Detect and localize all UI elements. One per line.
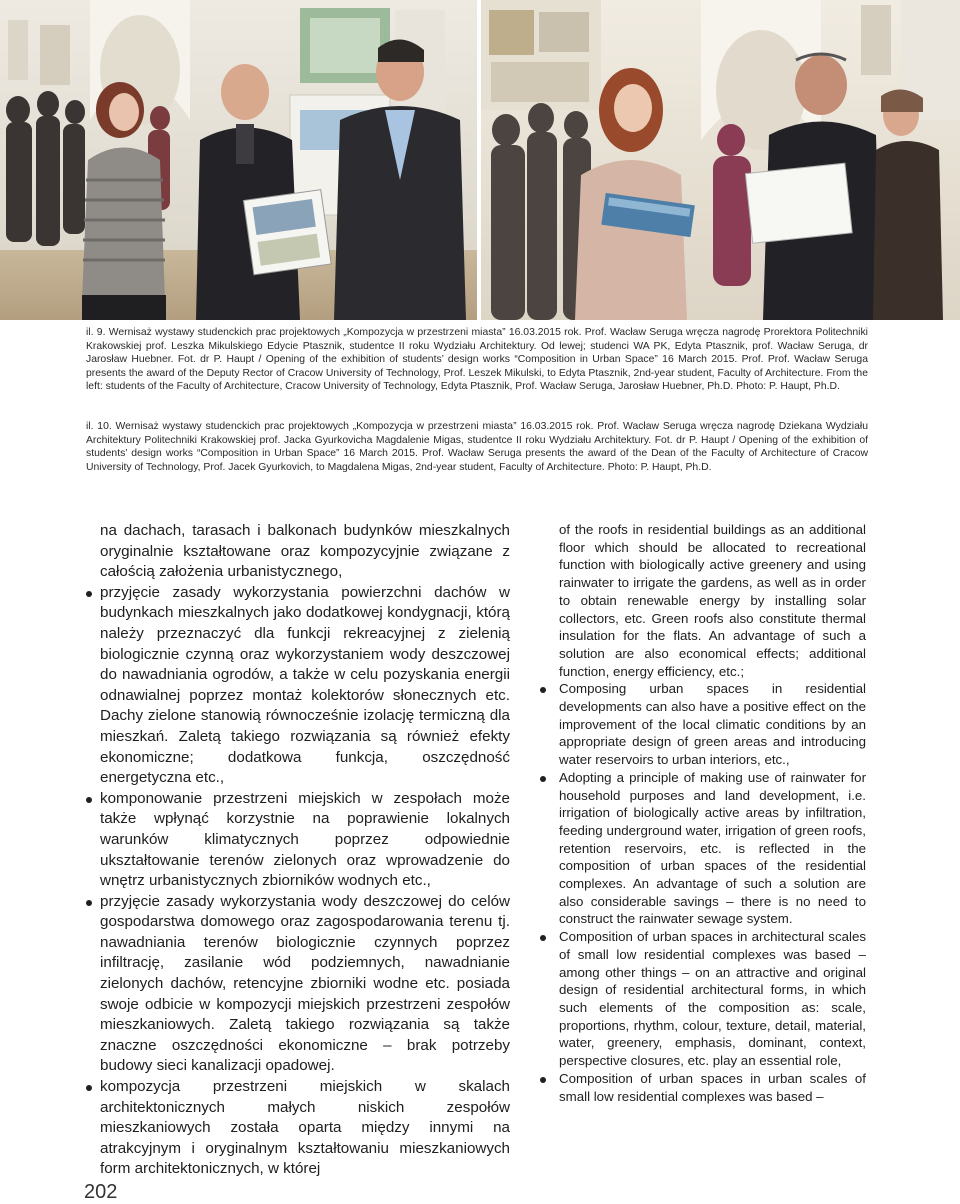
figure-photos [0, 0, 960, 320]
list-item: Composition of urban spaces in urban scales of small low residential complexes was based – [538, 1070, 866, 1105]
text-column-polish [86, 521, 510, 1180]
text-column-english [538, 521, 866, 1105]
list-item: przyjęcie zasady wykorzystania wody deszczowej do celów gospodarstwa domowego oraz zagospodarowania terenu tj. nawadniania terenów biologicznie czynnych poprzez infiltrację, zasilanie wód podziemnych, nawadnianie zielonych dachów, retencyjne zbiorniki wodne etc. posiada swoje odbicie w kompozycji miejskich przestrzeni zespołów mieszkaniowych. Zaletą takiego rozwiązania są także znaczne oszczędności ekonomiczne – brak potrzeby budowy sieci kanalizacji opadowej. [86, 892, 510, 1077]
list-item: Adopting a principle of making use of rainwater for household purposes and land development, i.e. irrigation of biologically active areas by infiltration, feeding underground water, irrigation of green roofs, retention reservoirs, etc. is reflected in the composition of urban spaces of the residential complexes. An advantage of such a solution are also considerable savings – there is no need to construct the rainwater sewage system. [538, 769, 866, 928]
list-item: komponowanie przestrzeni miejskich w zespołach może także wpłynąć korzystnie na poprawienie lokalnych warunków klimatycznych poprzez odpowiednie ukształtowanie terenów zielonych oraz wprowadzenie do wnętrz urbanistycznych zbiorników wodnych etc., [86, 789, 510, 892]
figure-10-caption: il. 10. Wernisaż wystawy studenckich prac projektowych „Kompozycja w przestrzeni miasta” 16.03.2015 rok. Prof. Wacław Seruga wręcza nagrodę Dziekana Wydziału Architektury Politechniki Krakowskiej prof. Jacka Gyurkovicha Magdalenie Migas, studentce II roku Wydziału Architektury. Fot. dr P. Haupt / Opening of the exhibition of students’ design works “Composition in Urban Space” 16 March 2015. Prof. Wacław Seruga presents the award of the Dean of the Faculty of Architecture of Cracow University of Technology, Prof. Jacek Gyurkovich, to Magdalena Migas, 2nd-year student, Faculty of Architecture. Photo: P. Haupt, Ph.D. [86, 421, 868, 473]
list-item: przyjęcie zasady wykorzystania powierzchni dachów w budynkach mieszkalnych jako dodatkowej kondygnacji, którą należy przeznaczyć dla funkcji rekreacyjnej z zielenią biologicznie czynną oraz wykorzystaniem wody deszczowej do nawadniania ogrodów, a także w celu pozyskania energii odnawialnej poprzez montaż kolektorów słonecznych etc. Dachy zielone stanowią równocześnie izolację termiczną dla mieszkań. Zaletą takiego rozwiązania są również efekty ekonomiczne; dodatkowa funkcja, oszczędność energetyczna etc., [86, 583, 510, 789]
photo-award-ceremony-9 [0, 0, 477, 320]
figure-9-caption-en: Opening of the exhibition of students’ design works “Composition in Urban Space” 16 March 2015. Prof. Prof. Wacław Seruga presents the award of the Deputy Rector of Cracow University of Technology, Prof. Leszek Mikulski, to Edyta Ptasznik, 2nd-year student, Faculty of Architecture. From the left: students of the Faculty of Architecture, Cracow University of Technology, Edyta Ptasznik, Prof. Wacław Seruga, Jarosław Huebner, Ph.D. Photo: P. Haupt, Ph.D. [86, 354, 868, 393]
bullet-list-pl [86, 583, 510, 1180]
figure-9-caption-pl: il. 9. Wernisaż wystawy studenckich prac projektowych „Kompozycja w przestrzeni miasta” 16.03.2015 rok. Prof. Wacław Seruga wręcza nagrodę Prorektora Politechniki Krakowskiej prof. Leszka Mikulskiego Edycie Ptasznik, studentce II roku Wydziału Architektury. Od lewej; studenci WA PK, Edyta Ptasznik, prof. Wacław Seruga, dr Jarosław Huebner. Fot. dr P. Haupt / [86, 327, 868, 366]
figure-9-caption [86, 326, 868, 394]
paragraph-intro-pl: na dachach, tarasach i balkonach budynków mieszkalnych oryginalnie kształtowane oraz kompozycyjnie związane z całością założenia urbanistycznego, [100, 522, 510, 581]
page-number: 202 [84, 1181, 118, 1203]
photo-award-ceremony-10 [481, 0, 960, 320]
list-item: kompozycja przestrzeni miejskich w skalach architektonicznych małych niskich zespołów mieszkaniowych została oparta między innymi na atrakcyjnym i oryginalnym kształtowaniu mieszkaniowych form architektonicznych, w której [86, 1077, 510, 1180]
list-item: Composition of urban spaces in architectural scales of small low residential complexes was based – among other things – on an attractive and original design of residential architectural forms, in which such elements of the composition as: scale, proportions, rhythm, colour, texture, detail, material, water, greenery, emphasis, dominant, context, perspective closures, etc. play an essential role, [538, 928, 866, 1070]
paragraph-intro-en: of the roofs in residential buildings as an additional floor which should be allocated to recreational function with biologically active greenery and using rainwater to irrigate the gardens, as well as in order to obtain renewable energy by installing solar collectors, etc. Green roofs also constitute thermal insulation for the flats. An advantage of such a solution are also economical effects; additional function, energy efficiency, etc.; [559, 522, 866, 679]
bullet-list-en [538, 680, 866, 1105]
list-item: Composing urban spaces in residential developments can also have a positive effect on the improvement of the local climatic conditions by an appropriate design of green areas and introducing water reservoirs to urban interiors, etc., [538, 680, 866, 769]
